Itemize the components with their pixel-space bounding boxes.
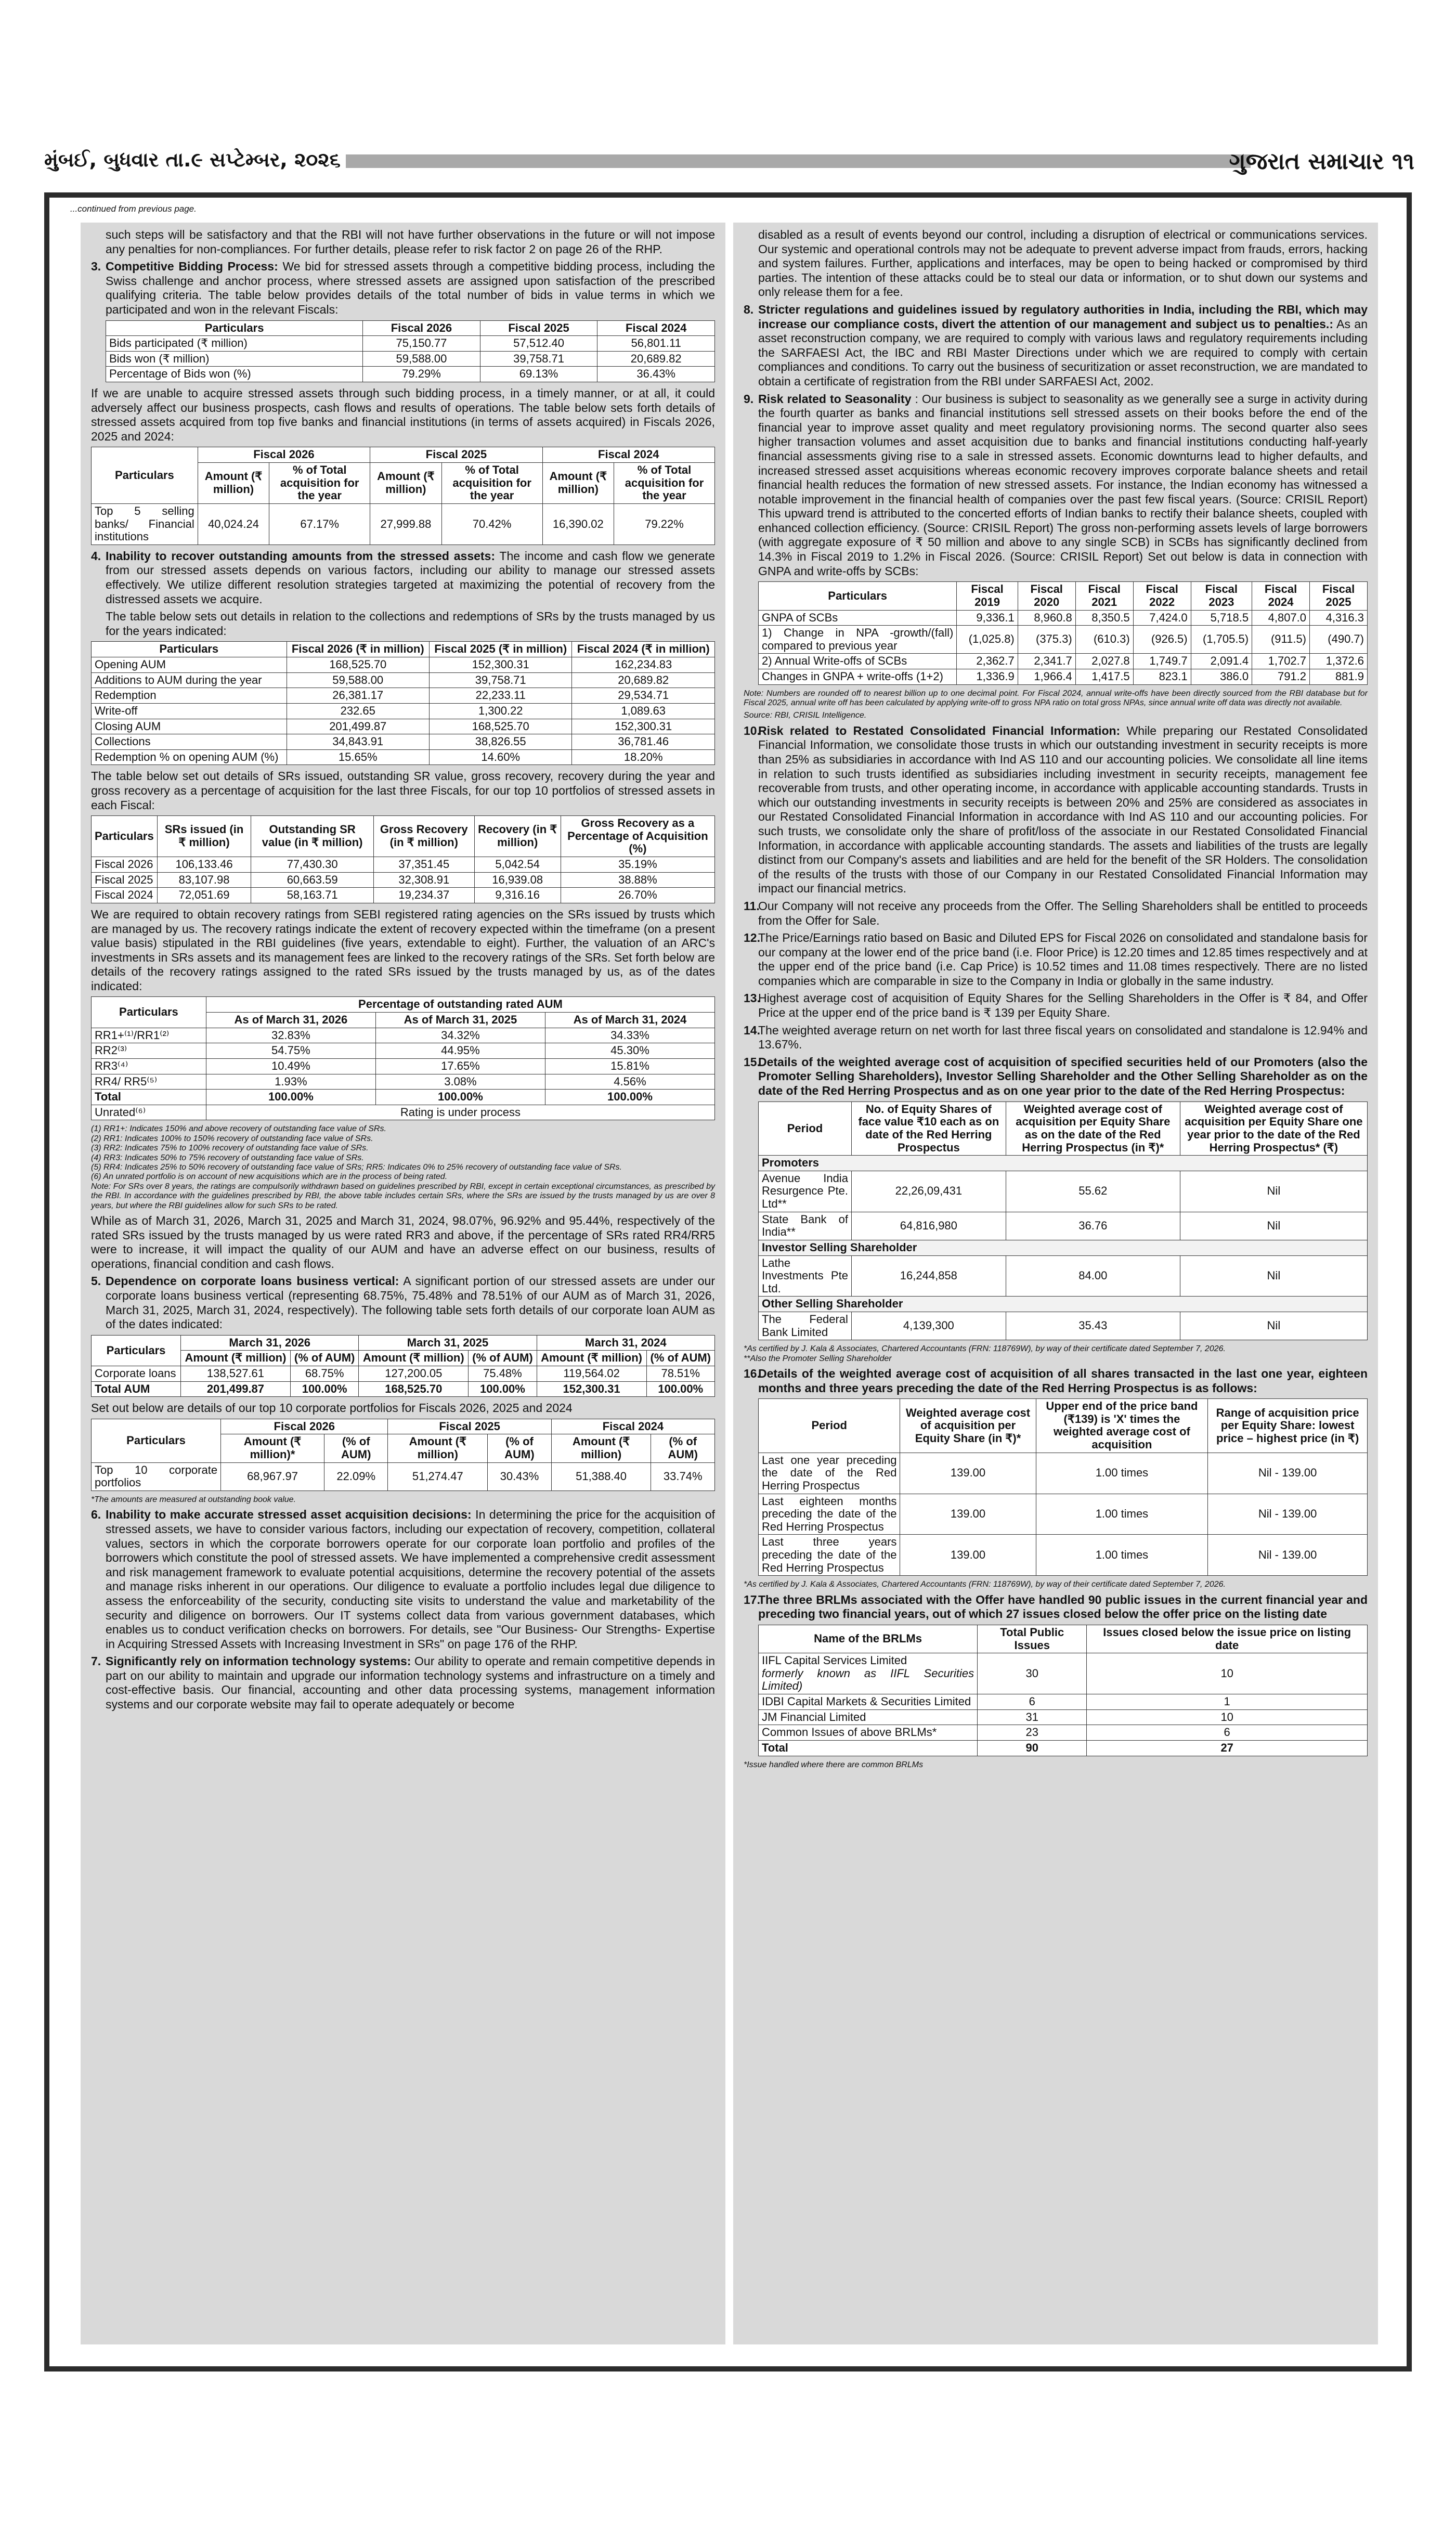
table-row: Redemption 26,381.17 22,233.11 29,534.71 xyxy=(92,688,715,704)
table-row: Lathe Investments Pte Ltd. 16,244,858 84.00 Nil xyxy=(759,1255,1368,1297)
recovery-ratings-notes: (1) RR1+: Indicates 150% and above recovery of outstanding face value of SRs. (2) RR1: Indicates 100% to 150% recovery of outstanding face value of SRs. (3) RR2: Indicates 75% to 100% recovery of outstanding face value of SRs. (4) RR3: Indicates 50% to 75% recovery of outstanding face value of SRs. (5) RR4: Indicates 25% to 50% recovery of outstanding face value of SRs; RR5: Indicates 0% to 25% recovery of outstanding face value of SRs. (6) An unrated portfolio is on account of new acquisitions which are in the process of being rated. Note: For SRs over 8 years, the ratings are compulsorily withdrawn based on guidelines prescribed by RBI, except in certain exceptional circumstances, as prescribed by the RBI. In accordance with the guidelines prescribed by RBI, the above table includes certain SRs, where the SRs are issued by the trusts managed by us are over 8 years, but where the RBI guidelines allow for such SRs to be rated. xyxy=(91,1124,715,1210)
table-row: Common Issues of above BRLMs* 23 6 xyxy=(759,1725,1368,1741)
table-row: Corporate loans 138,527.61 68.75% 127,200.05 75.48% 119,564.02 78.51% xyxy=(92,1366,715,1381)
collections-redemptions-table: Particulars Fiscal 2026 (₹ in million) Fiscal 2025 (₹ in million) Fiscal 2024 (₹ in million) Opening AUM 168,525.70 152,300.31 162,234.83 Additions to AUM during the year 59,588.00 39,758.71 20,689.82 Redemption 26,381.17 22,233.11 29,534.71 Write-off 232.65 1,300.22 1,089.63 Closing AUM 201,499.87 168,525.70 152,300.31 Collections 34,843.91 38,826.55 36,781.46 Redemption % on opening AUM (%) 15.65% 14.60% 18.20% xyxy=(91,641,715,765)
table-row: Fiscal 2024 72,051.69 58,163.71 19,234.37 9,316.16 26.70% xyxy=(92,888,715,903)
top10-note: *The amounts are measured at outstanding book value. xyxy=(91,1495,296,1504)
masthead-rule xyxy=(346,154,1251,168)
risk-7: 7. Significantly rely on information technology systems: Our ability to operate and remain competitive depends in part on our ability to maintain and upgrade our information technology systems and infrastructure on a timely and cost-effective basis. Our financial, accounting and other data processing systems, management information systems and our corporate website may fail to operate adequately or become xyxy=(91,1654,716,1712)
point-16: 16.Details of the weighted average cost of acquisition of all shares transacted in the last one year, eighteen months and three years preceding the date of the Red Herring Prospectus is as follows: xyxy=(744,1367,1368,1395)
top-five-sellers-table: Particulars Fiscal 2026 Fiscal 2025 Fiscal 2024 Amount (₹ million) % of Total acquisition for the year Amount (₹ million) % of Total acquisition for the year Amount (₹ million) % of Total acquisition for the year Top 5 selling banks/ Financial institutions 40,024.24 67.17% 27,999.88 70.42% 16,390.02 79.22% xyxy=(91,447,715,545)
table-row: RR1+⁽¹⁾/RR1⁽²⁾ 32.83% 34.32% 34.33% xyxy=(92,1028,715,1043)
point-11: 11.Our Company will not receive any proceeds from the Offer. The Selling Shareholders shall be entitled to proceeds from the Offer for Sale. xyxy=(744,899,1368,927)
table-row: Top 10 corporate portfolios 68,967.97 22.09% 51,274.47 30.43% 51,388.40 33.74% xyxy=(92,1462,715,1491)
table-row: Write-off 232.65 1,300.22 1,089.63 xyxy=(92,703,715,719)
point-17: 17.The three BRLMs associated with the Offer have handled 90 public issues in the current financial year and preceding two financial years, out of which 27 issues closed below the offer price on the listing date xyxy=(744,1592,1368,1621)
table-total-row: Total AUM 201,499.87 100.00% 168,525.70 100.00% 152,300.31 100.00% xyxy=(92,1381,715,1397)
table-row: Bids participated (₹ million) 75,150.77 57,512.40 56,801.11 xyxy=(106,336,715,352)
bids-table: Particulars Fiscal 2026 Fiscal 2025 Fiscal 2024 Bids participated (₹ million) 75,150.77 57,512.40 56,801.11 Bids won (₹ million) 59,588.00 39,758.71 20,689.82 Percentage of Bids won (%) 79.29% 69.13% 36.43% xyxy=(106,320,715,383)
risk-4-sr-intro: The table below set out details of SRs issued, outstanding SR value, gross recovery, recovery during the year and gross recovery as a percentage of acquisition for the last three Fiscals, for our top 10 portfolios of stressed assets in each Fiscal: xyxy=(91,769,715,812)
masthead-paper-name: ગુજરાત સમાચાર ૧૧ xyxy=(1229,148,1414,175)
left-intro: such steps will be satisfactory and that the RBI will not have further observations in the future or will not impose any penalties for non-compliances. For further details, please refer to risk factor 2 on page 26 of the RHP. xyxy=(106,228,715,256)
table-row: Last one year preceding the date of the Red Herring Prospectus 139.00 1.00 times Nil - 139.00 xyxy=(759,1453,1368,1494)
brlm-track-record-table: Name of the BRLMs Total Public Issues Issues closed below the issue price on listing date IIFL Capital Services Limited formerly known as IIFL Securities Limited) 30 10 IDBI Capital Markets & Securities Limited 6 1 JM Financial Limited 31 10 Common Issues of above BRLMs* 23 6 Total 90 27 xyxy=(758,1625,1368,1756)
right-intro: disabled as a result of events beyond our control, including a disruption of electrical or communications services. Our systemic and operational controls may not be adequate to prevent adverse impact from frauds, errors, hacking and system failures. Further, applications and interfaces, may be open to being hacked or compromised by third parties. The intention of these attacks could be to steal our data or information, or to shut down our systems and only release them for a fee. xyxy=(758,228,1368,299)
risk-4: 4. Inability to recover outstanding amounts from the stressed assets: The income and cash flow we generate from our stressed assets depends on various factors, including our ability to manage our stressed assets effectively. We utilize different resolution strategies targeted at maximizing the potential of recovery from the distressed assets we acquire. xyxy=(91,549,715,606)
risk-8: 8. Stricter regulations and guidelines issued by regulatory authorities in India, including the RBI, which may increase our compliance costs, divert the attention of our management and subject us to penalties.: As an asset reconstruction company, we are required to comply with various laws and regulatory requirements including the SARFAESI Act, the IBC and RBI Master Directions under which we are required to comply with certain compliances and conditions. To carry out the business of securitization or asset reconstruction, we are mandated to obtain a certificate of registration from the RBI under SARFAESI Act, 2002. xyxy=(744,302,1368,388)
table-row: Closing AUM 201,499.87 168,525.70 152,300.31 xyxy=(92,719,715,734)
table-row: RR4/ RR5⁽⁵⁾ 1.93% 3.08% 4.56% xyxy=(92,1074,715,1090)
recovery-ratings-table: Particulars Percentage of outstanding rated AUM As of March 31, 2026 As of March 31, 2025 As of March 31, 2024 RR1+⁽¹⁾/RR1⁽²⁾ 32.83% 34.32% 34.33% RR2⁽³⁾ 54.75% 44.95% 45.30% RR3⁽⁴⁾ 10.49% 17.65% 15.81% RR4/ RR5⁽⁵⁾ 1.93% 3.08% 4.56% Total 100.00% 100.00% 100.00% Unrated⁽⁶⁾ Rating is under process xyxy=(91,996,715,1120)
point-14: 14.The weighted average return on net worth for last three fiscal years on consolidated and standalone is 12.94% and 13.67%. xyxy=(744,1023,1368,1052)
table-row: Last three years preceding the date of the Red Herring Prospectus 139.00 1.00 times Nil - 139.00 xyxy=(759,1535,1368,1576)
table-row: Collections 34,843.91 38,826.55 36,781.46 xyxy=(92,734,715,750)
gnpa-note: Note: Numbers are rounded off to nearest billion up to one decimal point. For Fiscal 2024, annual write-offs have been directly sourced from the RBI database but for Fiscal 2025, annual write off has been calculated by applying write-off to gross NPA ratio on total gross NPAs, since annual write off data was directly not available. xyxy=(744,689,1368,708)
wacoa-shareholders-notes: *As certified by J. Kala & Associates, Chartered Accountants (FRN: 118769W), by way of their certificate dated September 7, 2026. **Also the Promoter Selling Shareholder xyxy=(744,1344,1226,1363)
table-row: RR3⁽⁴⁾ 10.49% 17.65% 15.81% xyxy=(92,1058,715,1074)
risk-5: 5. Dependence on corporate loans business vertical: A significant portion of our stressed assets are under our corporate loans business vertical (representing 68.75%, 75.48% and 78.51% of our AUM as of March 31, 2026, March 31, 2025, March 31, 2024, respectively). The following table sets forth details of our corporate loan AUM as of the dates indicated: xyxy=(91,1274,716,1331)
table-row: Bids won (₹ million) 59,588.00 39,758.71 20,689.82 xyxy=(106,351,715,367)
risk-3: 3. Competitive Bidding Process: We bid for stressed assets through a competitive bidding process, including the Swiss challenge and anchor process, where stressed assets are assigned upon satisfaction of the prescribed qualifying criteria. The table below provides details of the total number of bids in value terms in which we participated and won in the relevant Fiscals: xyxy=(91,260,715,316)
point-12: 12.The Price/Earnings ratio based on Basic and Diluted EPS for Fiscal 2026 on consolidated and standalone basis for our company at the lower end of the price band (i.e. Floor Price) is 12.20 times and 12.85 times respectively and at the upper end of the price band (i.e. Cap Price) is 10.52 times and 11.08 times respectively. There are no listed companies which are comparable in size to the Company in India or globally in the same industry. xyxy=(744,931,1368,988)
table-row: Additions to AUM during the year 59,588.00 39,758.71 20,689.82 xyxy=(92,672,715,688)
table-row: Opening AUM 168,525.70 152,300.31 162,234.83 xyxy=(92,657,715,673)
table-row: Fiscal 2025 83,107.98 60,663.59 32,308.91 16,939.08 38.88% xyxy=(92,872,715,888)
top10-intro: Set out below are details of our top 10 corporate portfolios for Fiscals 2026, 2025 and 2024 xyxy=(91,1401,573,1415)
table-total-row: Total 90 27 xyxy=(759,1740,1368,1756)
table-row: Unrated⁽⁶⁾ Rating is under process xyxy=(92,1105,715,1120)
recovery-ratings-intro: We are required to obtain recovery ratings from SEBI registered rating agencies on the SRs issued by trusts which are managed by us. The recovery ratings indicate the extent of recovery expected within the timeframe (on a present value basis) stipulated in the RBI guidelines (five years, extendable to eight). Further, the valuation of an ARC's investments in SRs assets and its management fees are linked to the recovery ratings of the SRs. Set forth below are details of the recovery ratings assigned to the rated SRs issued by the trusts managed by us, as of the dates indicated: xyxy=(91,907,715,993)
table-row: Redemption % on opening AUM (%) 15.65% 14.60% 18.20% xyxy=(92,749,715,765)
table-row: GNPA of SCBs 9,336.1 8,960.8 8,350.5 7,424.0 5,718.5 4,807.0 4,316.3 xyxy=(759,610,1368,626)
table-row: Changes in GNPA + write-offs (1+2) 1,336.9 1,966.4 1,417.5 823.1 386.0 791.2 881.9 xyxy=(759,669,1368,685)
table-row: IDBI Capital Markets & Securities Limited 6 1 xyxy=(759,1694,1368,1710)
table-row: Avenue India Resurgence Pte. Ltd** 22,26,09,431 55.62 Nil xyxy=(759,1171,1368,1212)
table-row: Top 5 selling banks/ Financial institutions 40,024.24 67.17% 27,999.88 70.42% 16,390.02 79.22% xyxy=(92,503,715,545)
top10-portfolios-table: Particulars Fiscal 2026 Fiscal 2025 Fiscal 2024 Amount (₹ million)* (% of AUM) Amount (₹ million) (% of AUM) Amount (₹ million) (% of AUM) Top 10 corporate portfolios 68,967.97 22.09% 51,274.47 30.43% 51,388.40 33.74% xyxy=(91,1419,715,1491)
corporate-loan-aum-table: Particulars March 31, 2026 March 31, 2025 March 31, 2024 Amount (₹ million) (% of AUM) Amount (₹ million) (% of AUM) Amount (₹ million) (% of AUM) Corporate loans 138,527.61 68.75% 127,200.05 75.48% 119,564.02 78.51% Total AUM 201,499.87 100.00% 168,525.70 100.00% 152,300.31 100.00% xyxy=(91,1335,715,1397)
risk-9: 9. Risk related to Seasonality : Our business is subject to seasonality as we generally see a surge in activity during the fourth quarter as banks and financial institutions sell stressed assets on their books before the end of the financial year to improve asset quality and meet regulatory provisioning norms. The second quarter also sees higher transaction volumes and asset acquisition due to banks and financial institutions conducting half-yearly financial assessments giving rise to a sale in stressed assets. Economic downturns lead to higher defaults, and increased stressed asset acquisitions whereas economic recovery improves corporate balance sheets and retail financial health reduces the formation of new stressed assets. For instance, the Indian economy has witnessed a notable improvement in the financial health of companies over the past few fiscal years. (Source: CRISIL Report) This upward trend is attributed to the concerted efforts of Indian banks to rectify their balance sheets, coupled with enhanced collection efficiency. (Source: CRISIL Report) The gross non-performing assets levels of large borrowers (with aggregate exposure of ₹ 50 million and above to any single SCB) in SCBs has significantly declined from 14.3% in Fiscal 2019 to 1.2% in Fiscal 2026. (Source: CRISIL Report) Set out below is data in connection with GNPA and write-offs by SCBs: xyxy=(744,392,1368,578)
table-total-row: Total 100.00% 100.00% 100.00% xyxy=(92,1090,715,1105)
risk-6: 6. Inability to make accurate stressed asset acquisition decisions: In determining the price for the acquisition of stressed assets, we have to consider various factors, including our expectation of recovery, competition, collateral values, sectors in which the corporate borrowers operate for our corporate loan portfolio and profiles of the borrowers which constitute the pool of stressed assets. We have implemented a comprehensive credit assessment and risk management framework to evaluate potential acquisitions, determine the recovery potential of the assets and manage risks inherent in our operations. Our diligence to evaluate a portfolio includes legal due diligence to assess the enforceability of the security, conducting site visits to understand the value and marketability of the security and diligence on borrowers. Our IT systems collect data from various government databases, which enables us to conduct verification checks on borrowers. For details, see "Our Business- Our Strengths- Expertise in Acquiring Stressed Assets with Increasing Investment in SRs" on page 176 of the RHP. xyxy=(91,1508,715,1651)
table-row: Percentage of Bids won (%) 79.29% 69.13% 36.43% xyxy=(106,367,715,382)
table-row: State Bank of India** 64,816,980 36.76 Nil xyxy=(759,1212,1368,1240)
masthead-date: મુંબઈ, બુધવાર તા.૯ સપ્ટેમ્બર, ૨૦૨૬ xyxy=(44,148,341,171)
risk-10: 10.Risk related to Restated Consolidated Financial Information: While preparing our Restated Consolidated Financial Information, we consolidate those trusts in which our outstanding investment in security receipts is more than 25% as subsidiaries in accordance with Ind AS 110 and our accounting policies. We consolidate all line items in relation to such trusts identified as subsidiaries including investment in security receipts, management fee recoverable from trusts, and other operating income, in accordance with applicable accounting standards. Trusts in which our outstanding investments in security receipts is between 20% and 25% are considered as associates in our Restated Consolidated Financial Information in accordance with Ind AS 110 and our accounting policies. For such trusts, we consolidate only the share of profit/loss of the associate in our Restated Consolidated Financial Information, in accordance with applicable accounting standards. The assets and liabilities of the trusts are legally distinct from our Company's assets and liabilities and are held for the benefit of the SR Holders. The consolidation of the results of the trusts with those of our Company in our Restated Consolidated Financial Information may impact our financial metrics. xyxy=(744,723,1368,896)
masthead xyxy=(44,148,1414,174)
gnpa-source: Source: RBI, CRISIL Intelligence. xyxy=(744,711,867,720)
point-13: 13.Highest average cost of acquisition of Equity Shares for the Selling Shareholders in the Offer is ₹ 84, and Offer Price at the upper end of the price band is ₹ 139 per Equity Share. xyxy=(744,991,1368,1020)
right-column xyxy=(733,223,1378,2344)
table-row: JM Financial Limited 31 10 xyxy=(759,1709,1368,1725)
recovery-ratings-summary: While as of March 31, 2026, March 31, 2025 and March 31, 2024, 98.07%, 96.92% and 95.44%, respectively of the rated SRs issued by the trusts managed by us were rated RR3 and above, if the percentage of SRs rated RR4/RR5 were to increase, it will impact the quality of our AUM and have an adverse effect on our business, results of operations, financial condition and cash flows. xyxy=(91,1213,715,1271)
risk-3-continued: If we are unable to acquire stressed assets through such bidding process, in a timely manner, or at all, it could adversely affect our business prospects, cash flows and results of operations. The table below sets forth details of stressed assets acquired from top five banks and financial institutions (in terms of assets acquired) in Fiscals 2026, 2025 and 2024: xyxy=(91,386,715,443)
table-row: 2) Annual Write-offs of SCBs 2,362.7 2,341.7 2,027.8 1,749.7 2,091.4 1,702.7 1,372.6 xyxy=(759,654,1368,669)
sr-recovery-table: Particulars SRs issued (in ₹ million) Outstanding SR value (in ₹ million) Gross Recovery (in ₹ million) Recovery (in ₹ million) Gross Recovery as a Percentage of Acquisition (%) Fiscal 2026 106,133.46 77,430.30 37,351.45 5,042.54 35.19% Fiscal 2025 83,107.98 60,663.59 32,308.91 16,939.08 38.88% Fiscal 2024 72,051.69 58,163.71 19,234.37 9,316.16 26.70% xyxy=(91,815,715,903)
advertisement-frame xyxy=(44,192,1412,2372)
gnpa-table: Particulars Fiscal 2019 Fiscal 2020 Fiscal 2021 Fiscal 2022 Fiscal 2023 Fiscal 2024 Fiscal 2025 GNPA of SCBs 9,336.1 8,960.8 8,350.5 7,424.0 5,718.5 4,807.0 4,316.3 1) Change in NPA -growth/(fall) compared to previous year (1,025.8) (375.3) (610.3) (926.5) (1,705.5) (911.5) (490.7) 2) Annual Write-offs of SCBs 2,362.7 2,341.7 2,027.8 1,749.7 2,091.4 1,702.7 1,372.6 Changes in GNPA + write-offs (1+2) 1,336.9 1,966.4 1,417.5 823.1 386.0 791.2 881.9 xyxy=(758,581,1368,684)
wacoa-transactions-table: Period Weighted average cost of acquisition per Equity Share (in ₹)* Upper end of the price band (₹139) is 'X' times the weighted average cost of acquisition Range of acquisition price per Equity Share: lowest price – highest price (in ₹) Last one year preceding the date of the Red Herring Prospectus 139.00 1.00 times Nil - 139.00 Last eighteen months preceding the date of the Red Herring Prospectus 139.00 1.00 times Nil - 139.00 Last three years preceding the date of the Red Herring Prospectus 139.00 1.00 times Nil - 139.00 xyxy=(758,1398,1368,1576)
table-row: IIFL Capital Services Limited formerly known as IIFL Securities Limited) 30 10 xyxy=(759,1653,1368,1694)
risk-4-continued: The table below sets out details in relation to the collections and redemptions of SRs by the trusts managed by us for the years indicated: xyxy=(106,610,715,638)
table-row: 1) Change in NPA -growth/(fall) compared to previous year (1,025.8) (375.3) (610.3) (926.5) (1,705.5) (911.5) (490.7) xyxy=(759,626,1368,654)
continued-label: ...continued from previous page. xyxy=(70,204,197,214)
table-row: Fiscal 2026 106,133.46 77,430.30 37,351.45 5,042.54 35.19% xyxy=(92,857,715,873)
table-row: Last eighteen months preceding the date of the Red Herring Prospectus 139.00 1.00 times Nil - 139.00 xyxy=(759,1494,1368,1535)
wacoa-shareholders-table: Period No. of Equity Shares of face value ₹10 each as on date of the Red Herring Prospectus Weighted average cost of acquisition per Equity Share as on the date of the Red Herring Prospectus (in ₹)* Weighted average cost of acquisition per Equity Share one year prior to the date of the Red Herring Prospectus* (₹) Promoters Avenue India Resurgence Pte. Ltd** 22,26,09,431 55.62 Nil State Bank of India** 64,816,980 36.76 Nil Investor Selling Shareholder Lathe Investments Pte Ltd. 16,244,858 84.00 Nil Other Selling Shareholder The Federal Bank Limited 4,139,300 35.43 Nil xyxy=(758,1101,1368,1341)
wacoa-transactions-note: *As certified by J. Kala & Associates, Chartered Accountants (FRN: 118769W), by way of their certificate dated September 7, 2026. xyxy=(744,1580,1226,1589)
table-row: The Federal Bank Limited 4,139,300 35.43 Nil xyxy=(759,1312,1368,1340)
brlm-note: *Issue handled where there are common BRLMs xyxy=(744,1760,924,1769)
point-15: 15.Details of the weighted average cost of acquisition of specified securities held of our Promoters (also the Promoter Selling Shareholders), Investor Selling Shareholder and the Other Selling Shareholder as on the date of the Red Herring Prospectus and as on one year prior to the date of the Red Herring Prospectus: xyxy=(744,1055,1368,1098)
left-column xyxy=(81,223,725,2344)
table-row: RR2⁽³⁾ 54.75% 44.95% 45.30% xyxy=(92,1043,715,1059)
